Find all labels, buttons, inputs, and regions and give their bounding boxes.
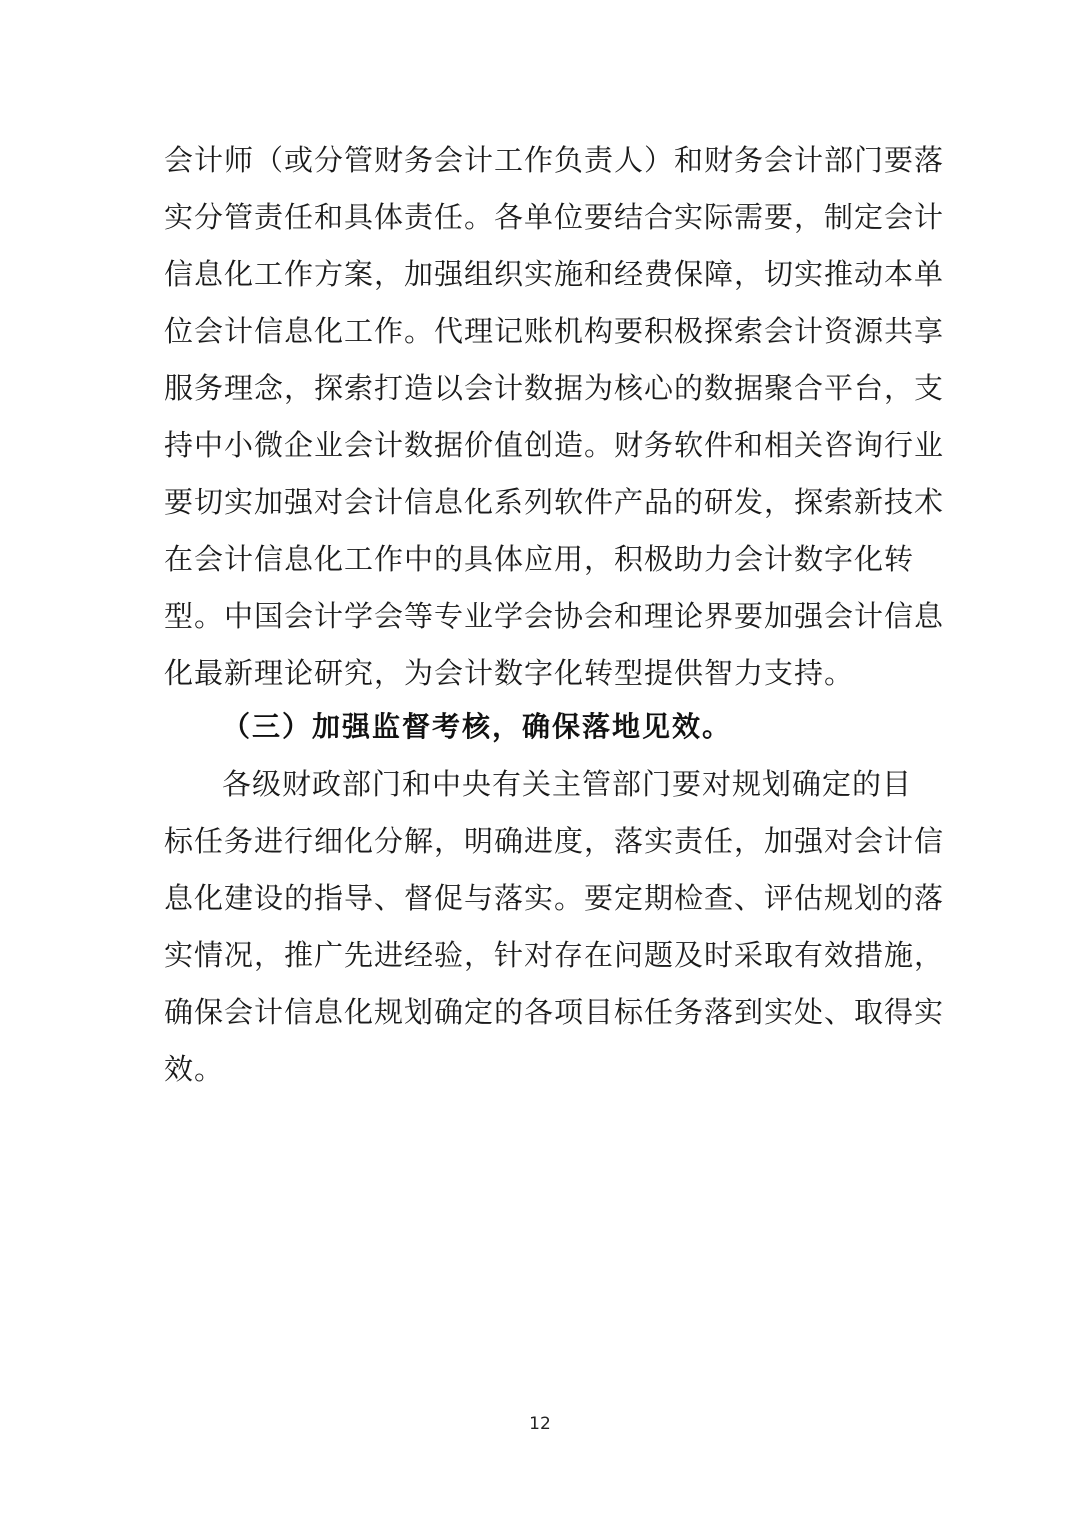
paragraph-1-line-7: 要切实加强对会计信息化系列软件产品的研发，探索新技术	[164, 485, 945, 519]
paragraph-1-line-9: 型。中国会计学会等专业学会协会和理论界要加强会计信息	[164, 599, 945, 633]
paragraph-1-line-1: 会计师（或分管财务会计工作负责人）和财务会计部门要落	[164, 143, 945, 177]
paragraph-1-line-2: 实分管责任和具体责任。各单位要结合实际需要，制定会计	[164, 200, 945, 234]
paragraph-1-line-8: 在会计信息化工作中的具体应用，积极助力会计数字化转	[164, 542, 915, 576]
section-heading: （三）加强监督考核，确保落地见效。	[222, 710, 733, 743]
paragraph-2-line-3: 息化建设的指导、督促与落实。要定期检查、评估规划的落	[164, 881, 945, 915]
paragraph-2-line-4: 实情况，推广先进经验，针对存在问题及时采取有效措施，	[164, 938, 945, 972]
paragraph-1-line-6: 持中小微企业会计数据价值创造。财务软件和相关咨询行业	[164, 428, 945, 462]
paragraph-1-line-4: 位会计信息化工作。代理记账机构要积极探索会计资源共享	[164, 314, 945, 348]
paragraph-2-line-1: 各级财政部门和中央有关主管部门要对规划确定的目	[222, 767, 913, 801]
paragraph-2-line-5: 确保会计信息化规划确定的各项目标任务落到实处、取得实	[164, 995, 945, 1029]
paragraph-1-line-3: 信息化工作方案，加强组织实施和经费保障，切实推动本单	[164, 257, 945, 291]
paragraph-1-line-10: 化最新理论研究，为会计数字化转型提供智力支持。	[164, 656, 855, 690]
page-number: 12	[529, 1414, 551, 1434]
paragraph-2-line-6: 效。	[164, 1052, 225, 1086]
paragraph-1-line-5: 服务理念，探索打造以会计数据为核心的数据聚合平台，支	[164, 371, 945, 405]
paragraph-2-line-2: 标任务进行细化分解，明确进度，落实责任，加强对会计信	[164, 824, 945, 858]
